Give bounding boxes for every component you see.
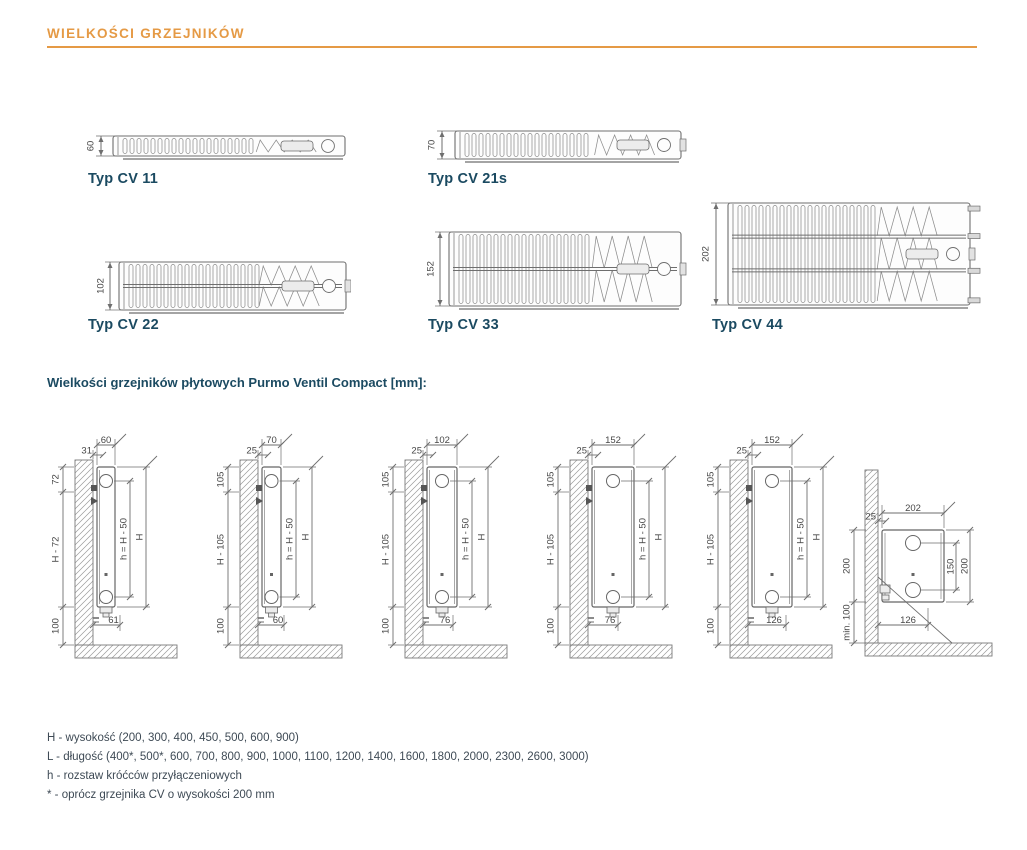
side-depth-dim: 60: [100, 435, 112, 447]
depth-dimension: 102: [95, 278, 107, 294]
height-minus-dim: H - 105: [380, 533, 392, 566]
page-title: WIELKOŚCI GRZEJNIKÓW: [47, 26, 245, 41]
side-depth-dim: 102: [434, 435, 450, 447]
section-subtitle: Wielkości grzejników płytowych Purmo Ventil Compact [mm]:: [47, 375, 427, 390]
radiator-corner-view-drawing: [840, 425, 1027, 675]
depth-dimension: 152: [425, 261, 437, 277]
floor-clearance-dim: 100: [215, 618, 227, 634]
floor-clearance-dim: 100: [380, 618, 392, 634]
type-label-cv33: Typ CV 33: [428, 317, 499, 333]
side-view-cv11: [45, 425, 215, 680]
type-label-cv22: Typ CV 22: [88, 317, 159, 333]
legend-spacing: h - rozstaw króćców przyłączeniowych: [47, 770, 242, 782]
nozzle-spacing-dim: h = H - 50: [118, 518, 130, 560]
side-view-cv33: [540, 425, 710, 680]
legend-length: L - długość (400*, 500*, 600, 700, 800, 900, 1000, 1100, 1200, 1400, 1600, 1800, 2000, 2300, 2600, 3000): [47, 751, 589, 763]
top-view-cv21s: [425, 124, 691, 173]
depth-dimension: 60: [85, 140, 97, 152]
bottom-connection-dim: 76: [604, 615, 616, 627]
type-label-cv21s: Typ CV 21s: [428, 171, 508, 187]
height-dim: H: [476, 533, 488, 541]
radiator-side-view-drawing: [210, 425, 380, 675]
corner-wall-offset-dim: 25: [865, 511, 876, 523]
radiator-side-view-drawing: [375, 425, 545, 675]
radiator-top-view-drawing: [85, 128, 357, 166]
corner-outer-height-dim: 200: [959, 558, 971, 574]
radiator-side-view-drawing: [45, 425, 215, 675]
nozzle-spacing-dim: h = H - 50: [795, 518, 807, 560]
floor-clearance-dim: 100: [705, 618, 717, 634]
radiator-side-view-drawing: [540, 425, 710, 675]
corner-view-low-radiator: [840, 425, 1027, 680]
side-view-cv21s: [210, 425, 380, 680]
height-minus-dim: H - 105: [545, 533, 557, 566]
legend-footnote: * - oprócz grzejnika CV o wysokości 200 mm: [47, 789, 275, 801]
type-label-cv11: Typ CV 11: [88, 171, 159, 187]
nozzle-spacing-dim: h = H - 50: [637, 518, 649, 560]
floor-clearance-dim: 100: [50, 618, 62, 634]
top-view-cv33: [425, 226, 687, 319]
type-label-cv44: Typ CV 44: [712, 317, 783, 333]
height-minus-dim: H - 105: [705, 533, 717, 566]
height-dim: H: [134, 533, 146, 541]
wall-offset-dim: 25: [576, 445, 587, 457]
nozzle-spacing-dim: h = H - 50: [460, 518, 472, 560]
legend-height: H - wysokość (200, 300, 400, 450, 500, 600, 900): [47, 732, 299, 744]
top-view-cv22: [95, 254, 351, 323]
upper-offset-dim: 72: [50, 474, 62, 485]
upper-offset-dim: 105: [215, 471, 227, 488]
wall-offset-dim: 25: [246, 445, 257, 457]
upper-offset-dim: 105: [380, 471, 392, 488]
top-view-cv44: [700, 197, 990, 324]
bottom-connection-dim: 61: [108, 615, 119, 627]
bottom-connection-dim: 76: [439, 615, 451, 627]
radiator-top-view-drawing: [95, 254, 351, 318]
nozzle-spacing-dim: h = H - 50: [284, 518, 296, 560]
corner-depth-dim: 202: [905, 503, 921, 515]
upper-offset-dim: 105: [705, 471, 717, 488]
wall-offset-dim: 31: [81, 445, 92, 457]
height-minus-dim: H - 105: [215, 533, 227, 566]
radiator-top-view-drawing: [700, 197, 990, 319]
radiator-top-view-drawing: [425, 226, 687, 314]
bottom-connection-dim: 126: [766, 615, 782, 627]
wall-offset-dim: 25: [736, 445, 747, 457]
depth-dimension: 70: [426, 139, 438, 151]
corner-bottom-connection-dim: 126: [900, 615, 916, 627]
upper-offset-dim: 105: [545, 471, 557, 488]
side-depth-dim: 152: [605, 435, 621, 447]
radiator-top-view-drawing: [425, 124, 691, 168]
height-dim: H: [653, 533, 665, 541]
wall-offset-dim: 25: [411, 445, 422, 457]
corner-floor-clearance-dim: min. 100: [841, 604, 853, 641]
height-dim: H: [300, 533, 312, 541]
depth-dimension: 202: [700, 246, 712, 262]
height-minus-dim: H - 72: [50, 536, 62, 563]
side-depth-dim: 70: [266, 435, 277, 447]
corner-height-dim: 200: [841, 558, 853, 574]
side-depth-dim: 152: [764, 435, 780, 447]
title-underline: [47, 46, 977, 48]
top-view-cv11: [85, 128, 357, 171]
corner-nozzle-spacing-dim: 150: [945, 558, 957, 575]
height-dim: H: [811, 533, 823, 541]
side-view-cv22: [375, 425, 545, 680]
bottom-connection-dim: 60: [272, 615, 284, 627]
floor-clearance-dim: 100: [545, 618, 557, 634]
